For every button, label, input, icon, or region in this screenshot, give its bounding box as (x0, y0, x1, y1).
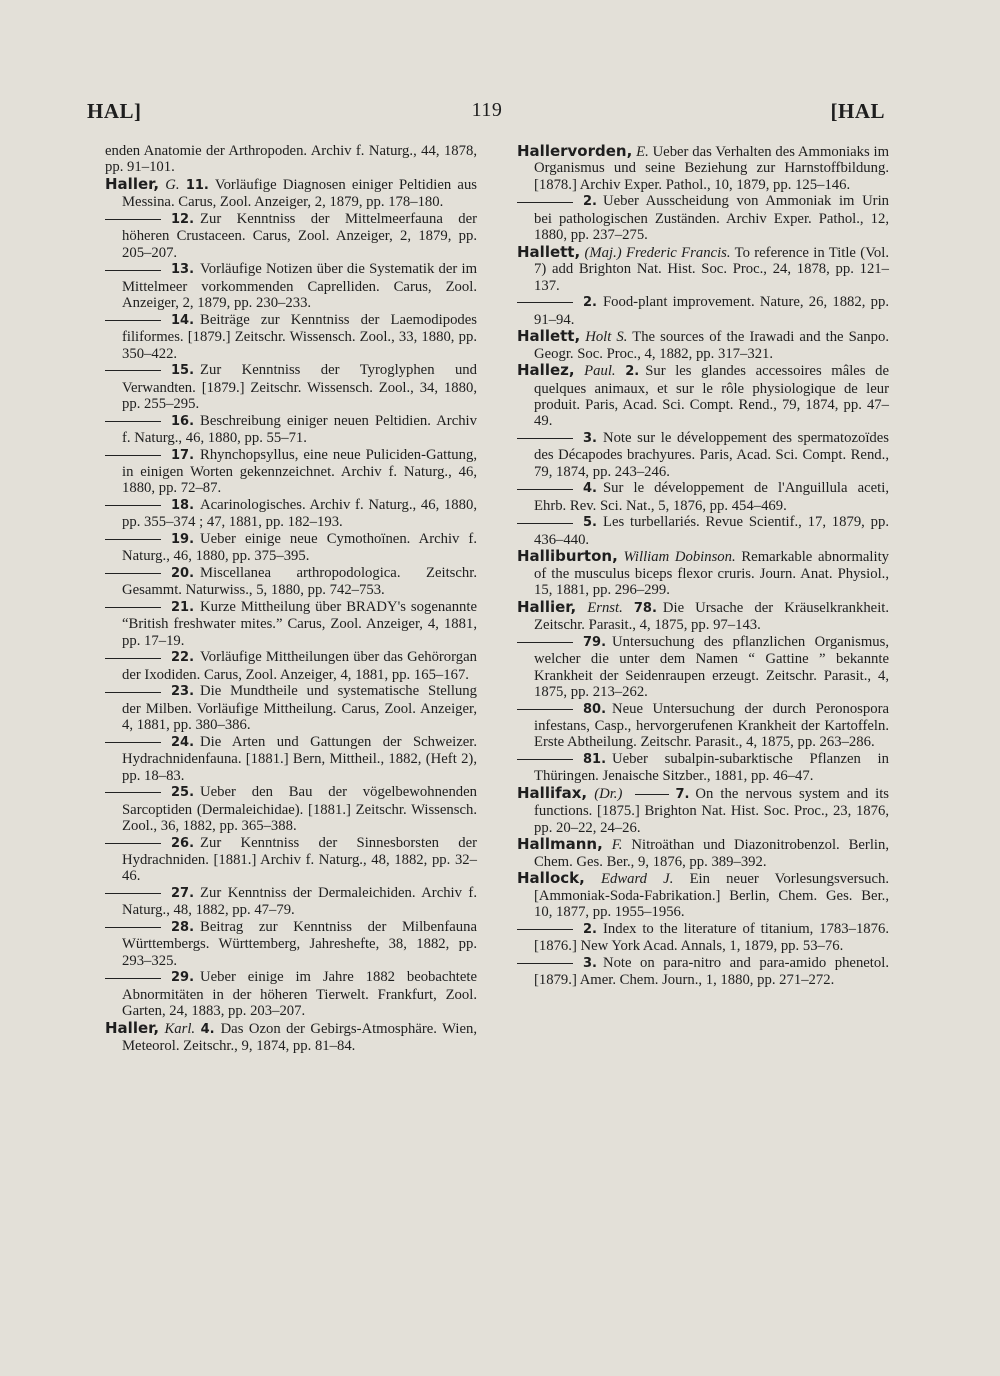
ditto-dash (517, 438, 573, 439)
entry-number: 27. (171, 886, 195, 902)
header-right: [HAL (830, 99, 885, 123)
ditto-dash (517, 759, 573, 760)
bibliography-entry (517, 599, 889, 634)
ditto-dash (105, 742, 161, 743)
ditto-dash (105, 792, 161, 793)
bibliography-entry (105, 969, 477, 1019)
entry-text: Nitroäthan und Diazonitrobenzol. Berlin, Chem. Ges. Ber., 9, 1876, pp. 389–392. (534, 837, 889, 870)
entry-text: Zur Kenntniss der Tyroglyphen und Verwandten. [1879.] Zeitschr. Wissensch. Zool., 34, 1880, pp. 255–295. (122, 362, 477, 413)
author-given-name: Karl. (164, 1020, 196, 1037)
entry-text: To reference in Title (Vol. 7) add Brighton Nat. Hist. Soc. Proc., 24, 1878, pp. 121–137. (534, 244, 889, 294)
bibliography-entry (517, 751, 889, 785)
ditto-dash (635, 794, 669, 795)
bibliography-entry (517, 701, 889, 751)
author-surname: Hallier, (517, 597, 577, 616)
ditto-dash (517, 523, 573, 524)
ditto-dash (105, 978, 161, 979)
bibliography-entry (105, 784, 477, 834)
entry-text: Neue Untersuchung der durch Peronospora infestans, Casp., hervorgerufenen Krankheit der Kartoffeln. Erste Abtheilung. Zeitschr. Parasit., 4, 1875, pp. 263–286. (534, 700, 889, 751)
ditto-dash (517, 709, 573, 710)
bibliography-entry (517, 480, 889, 514)
ditto-dash (517, 963, 573, 964)
bibliography-entry (105, 919, 477, 969)
ditto-dash (105, 270, 161, 271)
bibliography-entry (517, 955, 889, 989)
bibliography-entry (105, 362, 477, 412)
entry-text: Ueber einige im Jahre 1882 beobachtete Abnormitäten in der höheren Tierwelt. Frankfurt, Zool. Garten, 24, 1883, pp. 203–207. (122, 969, 477, 1020)
entry-number: 20. (171, 566, 195, 582)
entry-text: Sur les glandes accessoires mâles de quelques animaux, et sur le rôle physiologique de leur produit. Paris, Acad. Sci. Compt. Rend., 79, 1874, pp. 47–49. (534, 363, 889, 430)
entry-text: On the nervous system and its functions. [1875.] Brighton Nat. Hist. Soc. Proc., 23, 1876, pp. 20–22, 24–26. (534, 786, 890, 836)
entry-text: Die Ursache der Kräuselkrankheit. Zeitschr. Parasit., 4, 1875, pp. 97–143. (534, 599, 890, 634)
entry-text: Die Mundtheile und systematische Stellung der Milben. Vorläufige Mittheilung. Carus, Zool. Anzeiger, 4, 1881, pp. 380–386. (122, 683, 477, 734)
bibliography-entry (517, 785, 889, 836)
bibliography-entry (105, 599, 477, 649)
bibliography-entry (105, 143, 477, 176)
ditto-dash (105, 692, 161, 693)
entry-text: Miscellanea arthropodologica. Zeitschr. Gesammt. Naturwiss., 5, 1880, pp. 742–753. (122, 565, 477, 599)
entry-number: 21. (171, 600, 195, 616)
entry-text: Ueber subalpin-subarktische Pflanzen in Thüringen. Jenaische Sitzber., 1881, pp. 46–47. (534, 751, 889, 785)
ditto-dash (105, 893, 161, 894)
entry-text: Zur Kenntniss der Sinnesborsten der Hydrachniden. [1881.] Archiv f. Naturg., 48, 1882, pp. 32–46. (122, 834, 477, 885)
ditto-dash (105, 421, 161, 422)
entry-number: 23. (171, 684, 195, 700)
entry-text: Rhynchopsyllus, eine neue Puliciden-Gattung, in einigen Worten gekennzeichnet. Archiv f. Naturg., 46, 1880, pp. 72–87. (122, 446, 477, 497)
bibliography-entry (517, 836, 889, 870)
author-surname: Hallett, (517, 242, 581, 261)
entry-number: 4. (583, 481, 597, 497)
entry-text: Note sur le développement des spermatozoïdes des Décapodes brachyures. Paris, Acad. Sci. Compt. Rend., 79, 1874, pp. 243–246. (534, 430, 889, 480)
bibliography-entry (105, 531, 477, 565)
bibliography-entry (517, 921, 889, 955)
entry-number: 17. (171, 447, 195, 463)
author-surname: Haller, (105, 175, 160, 193)
bibliography-entry (517, 514, 889, 548)
entry-text: Zur Kenntniss der Dermaleichiden. Archiv f. Naturg., 48, 1882, pp. 47–79. (122, 885, 477, 919)
author-given-name: F. (611, 837, 623, 854)
ditto-dash (517, 302, 573, 303)
bibliography-entry (105, 885, 477, 919)
entry-number: 2. (583, 194, 597, 210)
header-left: HAL] (87, 99, 142, 123)
entry-text: Ueber das Verhalten des Ammoniaks im Organismus und seine Beziehung zur Harnstoffbildung. [1878.] Archiv Exper. Pathol., 10, 1879, pp. 125–146. (534, 144, 890, 193)
ditto-dash (105, 320, 161, 321)
entry-number: 78. (633, 600, 657, 616)
bibliography-entry (105, 835, 477, 885)
entry-number: 16. (171, 413, 195, 429)
entry-text: Kurze Mittheilung über BRADY's sogenannte “British freshwater mites.” Carus, Zool. Anzeiger, 4, 1881, pp. 17–19. (122, 599, 477, 649)
bibliography-entry (105, 211, 477, 261)
author-given-name: (Maj.) Frederic Francis. (584, 244, 731, 261)
entry-text: Ein neuer Vorlesungsversuch. [Ammoniak-Soda-Fabrikation.] Berlin, Chem. Ges. Ber., 10, 1877, pp. 1955–1956. (534, 871, 890, 921)
bibliography-entry (105, 312, 477, 362)
entry-number: 11. (185, 178, 209, 193)
entry-text: Vorläufige Mittheilungen über das Gehörorgan der Ixodiden. Carus, Zool. Anzeiger, 4, 1881, pp. 165–167. (122, 649, 477, 683)
entry-text: Ueber Ausscheidung von Ammoniak im Urin bei pathologischen Zuständen. Archiv Exper. Pathol., 12, 1880, pp. 237–275. (534, 193, 889, 244)
bibliography-entry (105, 683, 477, 733)
entry-text: Zur Kenntniss der Mittelmeerfauna der höheren Crustaceen. Carus, Zool. Anzeiger, 2, 1879, pp. 205–207. (122, 211, 477, 261)
entry-number: 29. (171, 970, 195, 986)
ditto-dash (517, 489, 573, 490)
ditto-dash (105, 843, 161, 844)
entry-text: Beschreibung einiger neuen Peltidien. Archiv f. Naturg., 46, 1880, pp. 55–71. (122, 412, 477, 447)
author-surname: Hallifax, (517, 784, 588, 803)
author-surname: Haller, (105, 1018, 160, 1037)
ditto-dash (105, 505, 161, 506)
author-given-name: Holt S. (585, 329, 628, 346)
entry-text: Vorläufige Diagnosen einiger Peltidien aus Messina. Carus, Zool. Anzeiger, 2, 1879, pp. 178–180. (122, 177, 478, 211)
entry-number: 3. (583, 955, 597, 971)
entry-text: Ueber den Bau der vögelbewohnenden Sarcoptiden (Dermaleichidae). [1881.] Zeitschr. Wissensch. Zool., 36, 1882, pp. 365–388. (122, 784, 477, 835)
entry-number: 14. (171, 312, 195, 328)
entry-number: 81. (583, 752, 607, 768)
entry-number: 4. (200, 1021, 215, 1037)
author-given-name: E. (636, 144, 649, 160)
entry-number: 7. (675, 787, 690, 803)
entry-number: 79. (583, 634, 607, 650)
running-header (87, 99, 887, 129)
entry-number: 2. (583, 295, 597, 311)
bibliography-entry (105, 1020, 477, 1055)
entry-number: 19. (171, 532, 195, 548)
page-number: 119 (471, 99, 503, 121)
entry-number: 22. (171, 650, 195, 666)
ditto-dash (105, 539, 161, 540)
entry-number: 24. (171, 734, 195, 750)
entry-number: 80. (583, 701, 607, 717)
ditto-dash (517, 642, 573, 643)
author-given-name: Paul. (584, 363, 616, 380)
bibliography-entry (517, 294, 889, 328)
entry-number: 25. (171, 785, 195, 801)
author-surname: Hallez, (517, 361, 575, 380)
bibliography-entry (105, 497, 477, 531)
bibliography-entry (105, 176, 477, 211)
entry-text: Ueber einige neue Cymothoïnen. Archiv f. Naturg., 46, 1880, pp. 375–395. (122, 531, 477, 565)
author-surname: Hallmann, (517, 835, 603, 854)
entry-number: 5. (583, 515, 597, 531)
author-given-name: Edward J. (601, 871, 674, 888)
bibliography-entry (105, 734, 477, 784)
bibliography-entry (517, 244, 889, 294)
entry-number: 2. (583, 921, 597, 937)
bibliography-entry (105, 413, 477, 447)
bibliography-entry (517, 870, 889, 920)
entry-text: Note on para-nitro and para-amido phenetol. [1879.] Amer. Chem. Journ., 1, 1880, pp. 271–272. (534, 954, 889, 989)
left-column (105, 143, 477, 1055)
entry-number: 15. (171, 363, 195, 379)
entry-text: Vorläufige Notizen über die Systematik der im Mittelmeer vorkommenden Caprelliden. Carus, Zool. Anzeiger, 2, 1879, pp. 230–233. (122, 261, 477, 312)
entry-text: Food-plant improvement. Nature, 26, 1882, pp. 91–94. (534, 294, 889, 328)
entry-text: Beiträge zur Kenntniss der Laemodipodes filiformes. [1879.] Zeitschr. Wissensch. Zool., 33, 1880, pp. 350–422. (122, 311, 477, 362)
bibliography-entry (517, 430, 889, 480)
entry-number: 26. (171, 835, 195, 851)
bibliography-entry (105, 261, 477, 311)
author-surname: Hallett, (517, 327, 581, 346)
ditto-dash (105, 455, 161, 456)
entry-number: 18. (171, 498, 195, 514)
entry-text: The sources of the Irawadi and the Sanpo. Geogr. Soc. Proc., 4, 1882, pp. 317–321. (534, 329, 890, 362)
bibliography-entry (517, 634, 889, 701)
entry-text: Das Ozon der Gebirgs-Atmosphäre. Wien, Meteorol. Zeitschr., 9, 1874, pp. 81–84. (122, 1020, 478, 1055)
entry-text: Les turbellariés. Revue Scientif., 17, 1879, pp. 436–440. (534, 514, 889, 548)
bibliography-entry (517, 193, 889, 243)
entry-text: Index to the literature of titanium, 1783–1876. [1876.] New York Acad. Annals, 1, 1879, pp. 53–76. (534, 920, 889, 955)
ditto-dash (105, 370, 161, 371)
entry-text: Beitrag zur Kenntniss der Milbenfauna Württembergs. Württemberg, Jahreshefte, 38, 1882, pp. 293–325. (122, 919, 477, 969)
author-surname: Hallock, (517, 869, 585, 888)
ditto-dash (105, 219, 161, 220)
right-column (517, 143, 889, 989)
entry-text: enden Anatomie der Arthropoden. Archiv f. Naturg., 44, 1878, pp. 91–101. (105, 143, 477, 176)
bibliography-entry (105, 447, 477, 497)
entry-text: Sur le développement de l'Anguillula aceti, Ehrb. Rev. Sci. Nat., 5, 1876, pp. 454–469. (534, 480, 889, 514)
author-surname: Halliburton, (517, 547, 618, 566)
bibliography-entry (517, 548, 889, 598)
entry-number: 28. (171, 920, 195, 936)
entry-number: 13. (171, 262, 195, 278)
entry-number: 12. (171, 212, 195, 227)
ditto-dash (517, 929, 573, 930)
entry-number: 3. (583, 431, 597, 447)
author-given-name: G. (165, 177, 180, 193)
ditto-dash (517, 202, 573, 203)
entry-text: Die Arten und Gattungen der Schweizer. Hydrachnidenfauna. [1881.] Bern, Mittheil., 1882, (Heft 2), pp. 18–83. (122, 733, 477, 784)
entry-text: Untersuchung des pflanzlichen Organismus, welcher die unter dem Namen “ Gattine ” bekannte Krankheit der Seidenraupen erzeugt. Zeitschr. Parasit., 4, 1875, pp. 213–262. (534, 633, 889, 701)
bibliography-entry (517, 143, 889, 193)
bibliography-entry (105, 649, 477, 683)
bibliography-entry (517, 362, 889, 430)
ditto-dash (105, 927, 161, 928)
ditto-dash (105, 607, 161, 608)
bibliography-entry (105, 565, 477, 599)
author-given-name: (Dr.) (594, 786, 623, 803)
ditto-dash (105, 658, 161, 659)
entry-text: Remarkable abnormality of the musculus biceps flexor cruris. Journ. Anat. Physiol., 15, 1881, pp. 296–299. (534, 549, 889, 599)
entry-text: Acarinologisches. Archiv f. Naturg., 46, 1880, pp. 355–374 ; 47, 1881, pp. 182–193. (122, 497, 477, 531)
bibliography-entry (517, 328, 889, 362)
entry-number: 2. (625, 364, 640, 380)
author-given-name: William Dobinson. (623, 549, 736, 566)
author-surname: Hallervorden, (517, 142, 633, 160)
author-given-name: Ernst. (587, 599, 623, 616)
ditto-dash (105, 573, 161, 574)
